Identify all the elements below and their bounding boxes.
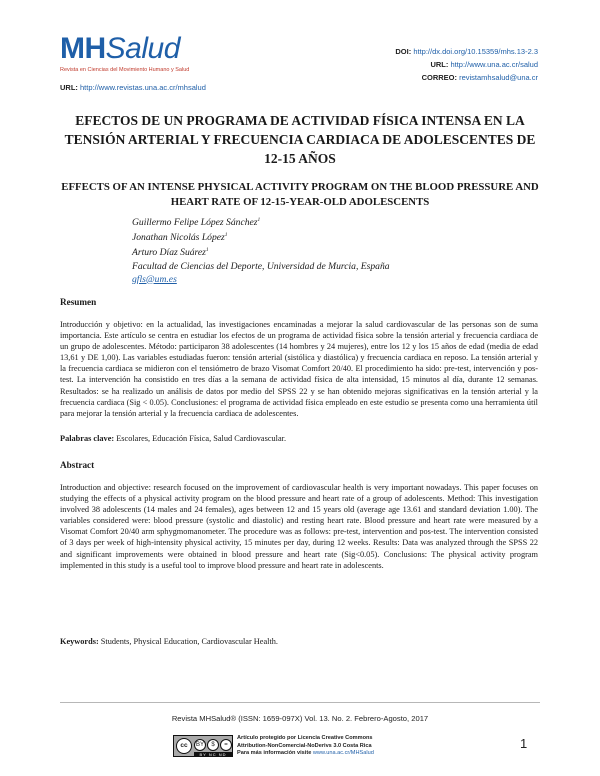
logo-mh: MH [60,32,106,65]
author-2: Jonathan Nicolás López$^1$ [132,232,228,244]
url-label: URL: [60,83,78,92]
footer-divider [60,702,540,703]
logo-subtitle: Revista en Ciencias del Movimiento Humano y Salud [60,67,190,73]
abstract-heading: Abstract [60,460,95,470]
license-url[interactable]: www.una.ac.cr/MHSalud [312,750,374,757]
author-3: Arturo Díaz Suárez$^1$ [132,247,209,259]
resumen-text: Introducción y objetivo: en la actualidad, las investigaciones encaminadas a mejorar la salud cardiovascular de las personas son de suma importancia. Este artículo se centra en estudiar los efectos de un programa de actividad física sobre la tensión arterial y frecuencia cardiaca de un grupo de adolescentes. Método: participaron 38 adolescentes (14 hombres y 24 mujeres), entre los 12 y los 15 años de edad (media de edad 13,61 y DE 1,00). Las variables estudiadas fueron: tensión arterial (sistólica y diastólica) y frecuencia cardiaca en reposo. La tensión arterial y la frecuencia cardiaca se midieron con el tensiómetro de brazo Visomat Comfort 20/40. El procedimiento ha sido: pre-test, intervención y pos-test. La intervención ha consistido en tres días a la semana de actividad física de alta intensidad, 15 minutos al día, durante 12 semanas. Resultados: se ha realizado un análisis de datos por medio del SPSS 22 y se han obtenido mejoras significativas en la tensión arterial y la frecuencia cardiaca (Sig < 0.05). Conclusiones: el programa de actividad física empleado en este estudio se presenta como una herramienta útil para mejorar la tensión arterial y la frecuencia cardiaca de adolescentes. [60,320,538,418]
keywords-text: Students, Physical Education, Cardiovascular Health. [100,637,278,646]
correo-line [422,73,538,82]
cc-icon: cc [176,738,192,754]
doi-line [395,47,538,56]
abstract-text: Introduction and objective: research focused on the improvement of cardiovascular health is very important nowadays. This paper focuses on studying the effects of a physical activity program on the blood pressure and heart rate of a group of adolescents. Method: This investigation involved 38 adolescents (14 males and 24 females), ages between 12 and 15 years old (average age 13.61 and standard deviation 1.00). The variables considered were: blood pressure (systolic and diastolic) and resting heart rate. Blood pressure and heart rate were measured by a Visomat Comfort 20/40 arm sphygmomanometer. The procedure was as follows: pre-test, intervention and pos-test. The intervention consisted of 3 days per week of high-intensity physical activity, 15 minutes per day, during 12 weeks. Results: Data was analyzed through the SPSS 22 and significant improvements were obtained in blood pressure and heart rate (Sig<0.05). Conclusions: The physical activity program implemented in this study is a useful tool to improve blood pressure and heart rate in adolescents. [60,483,538,570]
url-line [430,60,538,69]
resumen-heading: Resumen [60,297,97,307]
url2-link[interactable]: http://www.una.ac.cr/salud [450,60,538,69]
url2-label: URL: [430,60,449,69]
cc-license-badge[interactable] [173,735,233,757]
journal-url [60,83,206,92]
logo-salud: Salud [105,32,180,65]
doi-link[interactable]: http://dx.doi.org/10.15359/mhs.13-2.3 [413,47,538,56]
palabras-label: Palabras clave: [60,434,115,443]
license-line-3: Para más información visite www.una.ac.cr/MHSalud [237,750,374,757]
license-text [237,735,374,758]
cc-terms-bar: BY NC ND [194,752,232,757]
journal-logo [60,34,180,64]
keywords [60,637,278,646]
author-block [132,214,390,286]
noncommercial-icon: $ [207,739,219,751]
correo-label: CORREO: [421,73,457,82]
correo-link[interactable]: revistamhsalud@una.cr [459,73,538,82]
license-line-2: Attribution-NonComercial-NoDerivs 3.0 Costa Rica [237,742,372,749]
title-english: EFFECTS OF AN INTENSE PHYSICAL ACTIVITY PROGRAM ON THE BLOOD PRESSURE AND HEART RATE OF 12-15-YEAR-OLD ADOLESCENTS [61,181,539,208]
journal-citation: Revista MHSalud® (ISSN: 1659-097X) Vol. 13. No. 2. Febrero-Agosto, 2017 [171,714,429,723]
page-number: 1 [520,736,528,751]
doi-label: DOI: [395,47,412,56]
affiliation: Facultad de Ciencias del Deporte, Universidad de Murcia, España [132,260,390,272]
license-line-1: Artículo protegido por Licencia Creative Commons [237,735,373,741]
author-1: Guillermo Felipe López Sánchez$^1$ [132,217,261,229]
palabras-clave [60,434,286,443]
attribution-icon: BY [194,739,206,751]
keywords-label: Keywords: [60,637,99,646]
noderivs-icon: = [220,739,232,751]
title-spanish: EFECTOS DE UN PROGRAMA DE ACTIVIDAD FÍSICA INTENSA EN LA TENSIÓN ARTERIAL Y FRECUENCIA CARDIACA DE ADOLESCENTES DE 12-15 AÑOS [64,113,536,166]
journal-url-link[interactable]: http://www.revistas.una.ac.cr/mhsalud [80,83,206,92]
author-email[interactable]: gfls@um.es [132,273,177,285]
palabras-text: Escolares, Educación Física, Salud Cardiovascular. [116,434,287,443]
